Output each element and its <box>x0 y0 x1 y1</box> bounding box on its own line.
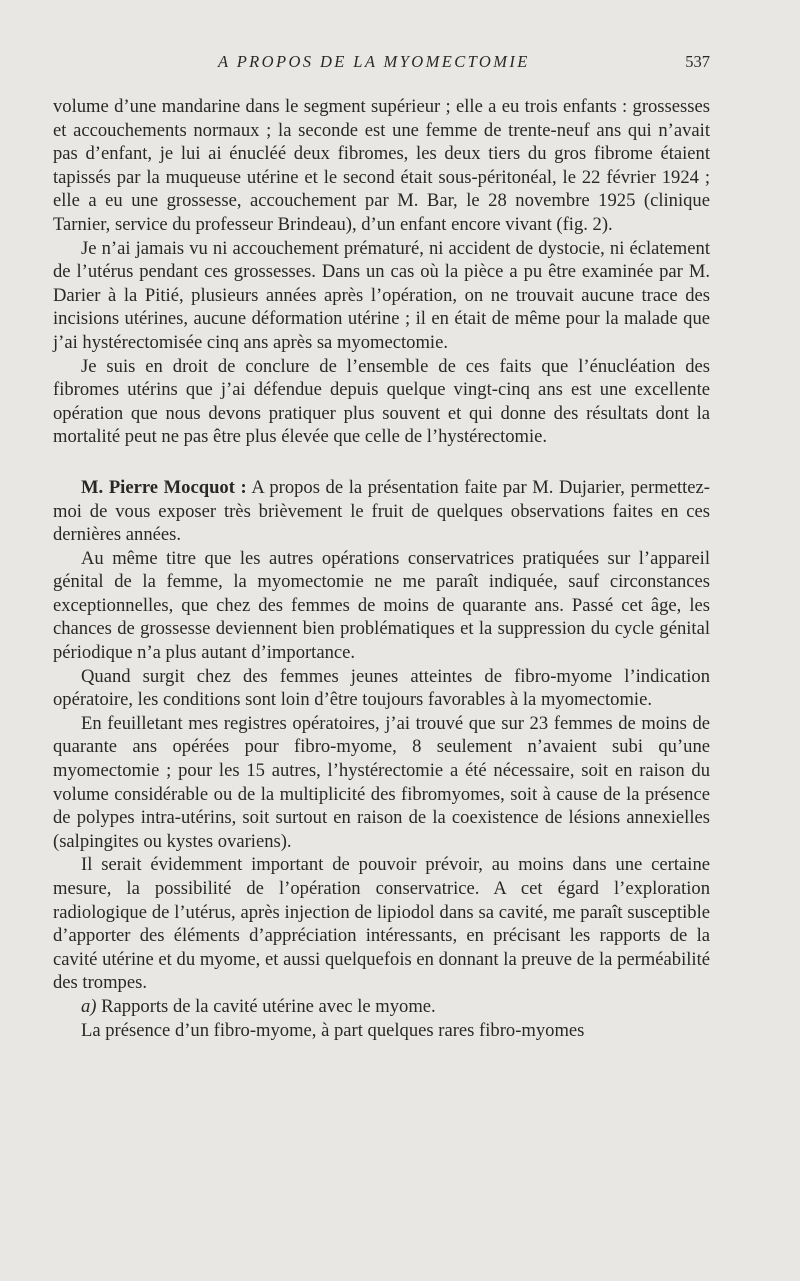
paragraph-last: La présence d’un fibro-myome, à part quelques rares fibro-myomes <box>81 1019 585 1041</box>
subsection-heading <box>53 995 710 1019</box>
subsection-text: Rapports de la cavité utérine avec le myome. <box>101 995 436 1017</box>
page-number: 537 <box>685 52 710 71</box>
paragraph: Au même titre que les autres opérations conservatrices pratiquées sur l’appareil génital de la femme, la myomectomie ne me paraît indiquée, sauf circonstances exceptionnelles, que chez des femmes de moins de quarante ans. Passé cet âge, les chances de grossesse deviennent bien problématiques et la suppression du cycle génital périodique n’a plus autant d’importance. <box>53 547 710 664</box>
section-gap <box>53 449 710 476</box>
paragraph: Je suis en droit de conclure de l’ensemble de ces faits que l’énucléation des fibromes utérins que j’ai défendue depuis quelque vingt-cinq ans est une excellente opération que nous devons pratiquer plus souvent et qui donne des résultats dont la mortalité peut ne pas être plus élevée que celle de l’hystérectomie. <box>53 355 710 448</box>
running-head <box>0 52 800 76</box>
paragraph: Je n’ai jamais vu ni accouchement prématuré, ni accident de dystocie, ni éclatement de l’utérus pendant ces grossesses. Dans un cas où la pièce a pu être examinée par M. Darier à la Pitié, plusieurs années après l’opération, on ne trouvait aucune trace des incisions utérines, aucune déformation utérine ; il en était de même pour la malade que j’ai hystérectomisée cinq ans après sa myomectomie. <box>53 237 710 353</box>
intervention-paragraph <box>53 476 710 547</box>
paragraph-continued: volume d’une mandarine dans le segment supérieur ; elle a eu trois enfants : grossesses et accouchements normaux ; la seconde est une femme de trente-neuf ans qui n’avait pas d’enfant, je lui ai énucléé deux fibromes, les deux tiers du gros fibrome étaient tapissés par la muqueuse utérine et le second était sous-péritonéal, le 22 février 1924 ; elle a eu une grossesse, accouchement par M. Bar, le 28 novembre 1925 (clinique Tarnier, service du professeur Brindeau), d’un enfant encore vivant (fig. 2). <box>53 96 710 235</box>
paragraph: Il serait évidemment important de pouvoir prévoir, au moins dans une certaine mesure, la possibilité de l’opération conservatrice. A cet égard l’exploration radiologique de l’utérus, après injection de lipiodol dans sa cavité, me paraît susceptible d’apporter des éléments d’appréciation intéressants, en précisant les rapports de la cavité utérine et du myome, et aussi quelquefois en donnant la preuve de la perméabilité des trompes. <box>53 854 710 994</box>
running-title: A PROPOS DE LA MYOMECTOMIE <box>218 52 530 71</box>
intervention-text: A propos de la présentation faite par M. Dujarier, permettez-moi de vous exposer très brièvement le fruit de quelques observations faites en ces dernières années. <box>53 476 711 546</box>
paragraph: En feuilletant mes registres opératoires, j’ai trouvé que sur 23 femmes de moins de quarante ans opérées pour fibro-myome, 8 seulement n’avaient subi qu’une myomectomie ; pour les 15 autres, l’hystérectomie a été nécessaire, soit en raison du volume considérable ou de la multiplicité des fibromyomes, soit à cause de la présence de polypes intra-utérins, soit surtout en raison de la coexistence de lésions annexielles (salpingites ou kystes ovariens). <box>53 712 710 852</box>
subsection-marker: a) <box>81 995 97 1017</box>
body-text <box>53 95 710 1042</box>
paragraph: Quand surgit chez des femmes jeunes atteintes de fibro-myome l’indication opératoire, les conditions sont loin d’être toujours favorables à la myomectomie. <box>53 665 710 711</box>
speaker-name: M. Pierre Mocquot : <box>81 476 247 498</box>
